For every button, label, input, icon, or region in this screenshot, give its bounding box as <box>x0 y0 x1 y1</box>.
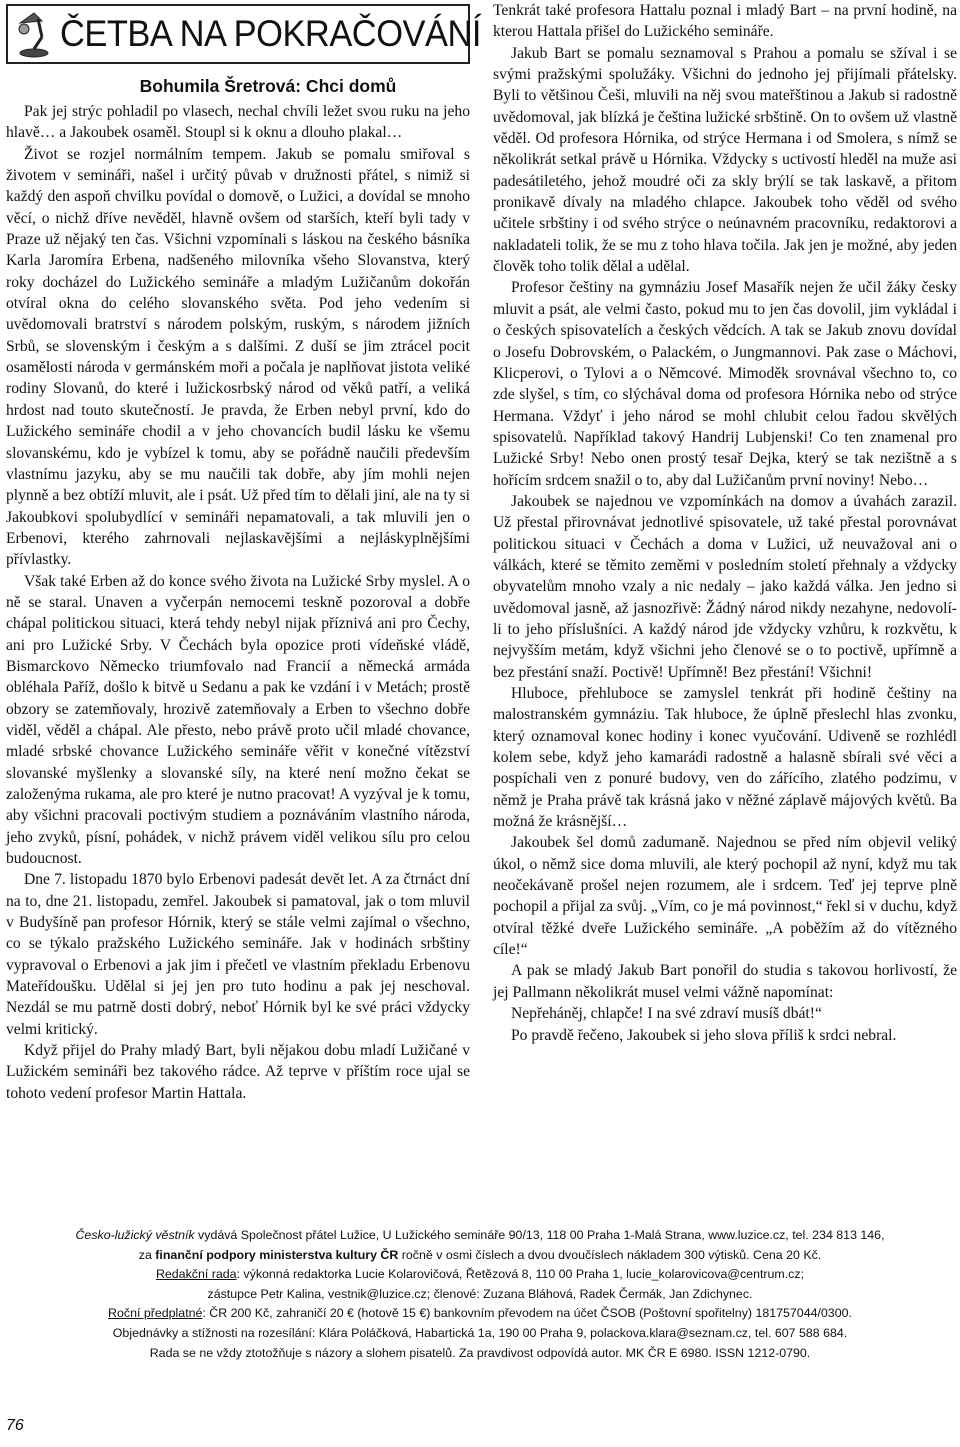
imprint-line <box>0 1304 960 1324</box>
paragraph: Hluboce, přehluboce se zamyslel tenkrát při hodině češtiny na malostranském gymnáziu. Tak hluboce, že úplně přeslechl hlas zvonku, který oznamoval konec hodiny i konec vyučování. Udiveně se rozhlédl kolem sebe, když jeho kamarádi radostně a halasně sbírali své věci a pospíchali ven z ponuré budovy, ven do zářícího, zlatého podzimu, v němž je Praha právě tak krásná jako v něžné záplavě májových květů. Ba možná že krásnější… <box>493 685 957 831</box>
imprint-text: vydává Společnost přátel Lužice, U Lužického semináře 90/13, 118 00 Praha 1-Malá Strana, www.luzice.cz, tel. 234 813 146, <box>194 1228 885 1242</box>
paragraph: Život se rozjel normálním tempem. Jakub se pomalu smiřoval s životem v semináři, našel i určitý půvab v družnosti přátel, s nimiž si každý den aspoň chvilku povídal o domově, o Lužici, a dovídal se mnoho věcí, o nichž dříve nevěděl, hlavně ovšem od starších, kteří byli tady v Praze už nějaký ten čas. Všichni vzpomínali s láskou na českého básníka Karla Jaromíra Erbena, nadšeného milovníka všeho Slovanstva, který roky docházel do Lužického semináře a mladým Lužičanům dokořán otvíral okna do celého slovanského světa. Pod jeho vedením si uvědomovali bratrství s národem polským, ruským, s národem jižních Srbů, se slovenským i českým a s dalšími. Z duší se jim ztrácel pocit osamělosti národa v germánském moři a počala je naplňovat jistota veliké rodiny Slovanů, do které i lužickosrbský národ od věků patří, a veliká hrdost nad touto skutečností. Je pravda, že Erben nebyl první, kdo do Lužického semináře chodil a v jeho chovancích budil lásku ke všemu slovanskému, kdo je vybízel k tomu, aby se pořádně naučili především vlastnímu jazyku, aby se mu naučili tak dobře, aby jím mohli nejen plynně a bez obtíží mluvit, ale i psát. Už před tím to dělali jiní, ale na ty si Jakoubkovi spolubydlící v semináři nepamatovali, a tak mluvili jen o Erbenovi, kterého zahrnovali nejlaskavějšími a nejláskyplnějšími přívlastky. <box>6 145 470 569</box>
section-title: ČETBA NA POKRAČOVÁNÍ <box>60 13 481 54</box>
imprint-text: ročně v osmi číslech a dvou dvoučíslech nákladem 300 výtisků. Cena 20 Kč. <box>398 1247 822 1262</box>
paragraph: Tenkrát také profesora Hattalu poznal i mladý Bart – na první hodině, na kterou Hattala přišel do Lužického semináře. <box>493 2 957 41</box>
article-title: Bohumila Šretrová: Chci domů <box>139 76 397 96</box>
paragraph: Když přijel do Prahy mladý Bart, byli nějakou dobu mladí Lužičané v Lužickém semináři bez takového rádce. Až teprve v příštím roce ujal se tohoto vedení profesor Martin Hattala. <box>6 1042 470 1102</box>
imprint-text: za <box>138 1247 156 1262</box>
imprint-line <box>0 1265 960 1285</box>
paragraph: A pak se mladý Jakub Bart ponořil do studia s takovou horlivostí, že jej Pallmann několikrát musel velmi vážně napomínat: <box>493 962 957 1001</box>
imprint-text: : výkonná redaktorka Lucie Kolarovičová, Řetězová 8, 110 00 Praha 1, lucie_kolarovicova@centrum.cz; <box>236 1267 805 1282</box>
paragraph: Jakoubek šel domů zadumaně. Najednou se před ním objevil veliký úkol, o němž sice doma mluvili, ale který pochopil až nyní, když mu tak neočekávaně prošel nejen rozumem, ale i srdcem. Teď jej teprve plně pochopil a přijal za svůj. „Vím, co je má povinnost,“ řekl si v duchu, když otvíral těžké dveře Lužického semináře. „A poběžím až do vítězného cíle!“ <box>493 834 957 959</box>
paragraph: Dne 7. listopadu 1870 bylo Erbenovi padesát devět let. A za čtrnáct dní na to, dne 21. listopadu, zemřel. Jakoubek si pamatoval, jak o tom mluvil v Budyšíně pan profesor Hórnik, který se stále velmi zajímal o všechno, co se týkalo pražského Lužického semináře. Jak v hodinách srbštiny vypravoval o Erbenovi a jak jim i přečetl ve vlastním překladu Erbenovu Mateřídoušku. Udělal si jej jen pro tuto hodinu a pak jej neschoval. Nezdál se mu patrně dosti dobrý, neboť Hórnik byl ke své práci vždycky velmi kritický. <box>6 871 470 1038</box>
funding-note: finanční podpory ministerstva kultury ČR <box>155 1247 399 1262</box>
paragraph: Nepřeháněj, chlapče! I na své zdraví musíš dbát!“ <box>511 1005 822 1023</box>
section-header <box>6 4 481 64</box>
paragraph: Jakub Bart se pomalu seznamoval s Prahou a pomalu se sžíval i se svými pražskými spolužáky. Všichni do jednoho jej přijímali přátelsky. Byli to většinou Češi, mluvili na něj svou mateřštinou a Jakub si radostně uvědomoval, jak blízká je čeština lužické srbštině. On to ovšem už vlastně věděl. Od profesora Hórnika, od strýce Hermana i od Smolera, s nímž se několikrát setkal právě u Hórnika. Vždycky s uctivostí hleděl na muže asi padesátiletého, jehož moudré oči za skly brýlí se tak laskavě, a přitom pronikavě dívaly na mladého chlapce. Jakoubek toho věděl od svého učitele srbštiny i od svého strýce o neúnavném pracovníku, redaktorovi a nakladateli tolik, že se mu z toho hlava točila. Jak jen je možné, aby jeden člověk toho tolik dělal a udělal. <box>493 44 957 276</box>
left-column <box>6 0 481 1104</box>
paragraph: Profesor češtiny na gymnáziu Josef Masařík nejen že učil žáky česky mluvit a psát, ale velmi často, pokud mu to jen čas dovolil, jim vykládal i o českých spisovatelích a českých vědcích. A tak se Jakub znovu dovídal o Josefu Dobrovském, o Palackém, o Jungmannovi. Pak zase o Máchovi, Klicperovi, o Tylovi a o Němcové. Mimoděk srovnával všechno to, co zde slyšel, s tím, co slýchával doma od profesora Hórnika nebo od strýce Hermana. Vždyť i jeho národ se mohl chlubit celou řadou skvělých spisovatelů. Například takový Handrij Lubjenski! Co ten znamenal pro Lužické Srby! Nebo onen prostý tesař Dejka, který se tak nezištně a s hořícím srdcem snažil o to, aby dal Lužičanům první noviny! Nebo… <box>493 279 957 489</box>
editorial-board-label: Redakční rada <box>155 1267 237 1282</box>
imprint-line: Objednávky a stížnosti na rozesílání: Klára Poláčková, Habartická 1a, 190 00 Praha 9, polackova.klara@seznam.cz, tel. 607 588 684. <box>112 1325 848 1340</box>
paragraph: Pak jej strýc pohladil po vlasech, nechal chvíli ležet svou ruku na jeho hlavě… a Jakoubek osaměl. Stoupl si k oknu a dlouho plakal… <box>6 103 470 142</box>
imprint-line <box>0 1226 960 1246</box>
right-column <box>493 0 957 1046</box>
page-number: 76 <box>6 1417 24 1434</box>
paragraph: Jakoubek se najednou ve vzpomínkách na domov a úvahách zarazil. Už přestal přirovnávat jednotlivé spisovatele, už také přestal porovnávat politickou situaci v Čechách a doma v Lužici, už neuvažoval ani o válkách, které se těmito zeměmi v posledním století přehnaly a vždycky obyvatelům mnoho vzaly a nic nedaly – jako každá válka. Jen jedno si uvědomoval jasně, až jasnozřivě: Žádný národ nikdy nezahyne, nedovolí-li to jeho příslušníci. A každý národ jde vždycky vzhůru, k rozkvětu, k nejvyšším metám, když všichni jeho členové se o to poctivě, upřímně a bez přestání snaží. Poctivě! Upřímně! Bez přestání! Všichni! <box>493 492 957 681</box>
imprint-line: Rada se ne vždy ztotožňuje s názory a slohem pisatelů. Za pravdivost odpovídá autor. MK ČR E 6980. ISSN 1212-0790. <box>149 1345 811 1360</box>
paragraph: Však také Erben až do konce svého života na Lužické Srby myslel. A o ně se staral. Unaven a vyčerpán nemocemi teskně pozoroval a dobře chápal politickou situaci, která tehdy nebyl nijak příznivá ani pro Čechy, ani pro Lužické Srby. V Čechách byla opozice proti vídeňské vládě, Bismarckovo Německo triumfovalo nad Francií a německá armáda obléhala Paříž, došlo k bitvě u Sedanu a pak ke vzdání i v Metách; prostě obzory se zatemňovaly, hrozivě zatemňovaly a Erben to všechno dobře viděl, věděl a chápal. Ale přesto, nebo právě proto učil mladé chovance, mladé srbské chovance Lužického semináře věřit v konečné vítězství slovanské myšlenky a slovanské síly, na které není možno čekat se založenýma rukama, ale pro které je nutno pracovat! A vyzýval je k tomu, aby všichni pracovali poctivým studiem a poznáváním vlastního národa, jeho zvyků, písní, pohádek, v nichž právem viděl velikou sílu pro celou budoucnost. <box>6 572 470 868</box>
paragraph: Po pravdě řečeno, Jakoubek si jeho slova příliš k srdci nebral. <box>511 1026 897 1044</box>
imprint-line <box>0 1246 960 1266</box>
lamp-icon <box>12 9 56 59</box>
imprint <box>0 1226 960 1363</box>
subscription-label: Roční předplatné <box>108 1306 203 1321</box>
imprint-text: : ČR 200 Kč, zahraničí 20 € (hotově 15 €) bankovním převodem na účet ČSOB (Poštovní spořitelny) 181757044/0300. <box>202 1306 852 1321</box>
imprint-line: zástupce Petr Kalina, vestnik@luzice.cz; členové: Zuzana Bláhová, Radek Čermák, Jan Zdichynec. <box>207 1286 753 1301</box>
publication-name: Česko-lužický věstník <box>75 1228 195 1242</box>
